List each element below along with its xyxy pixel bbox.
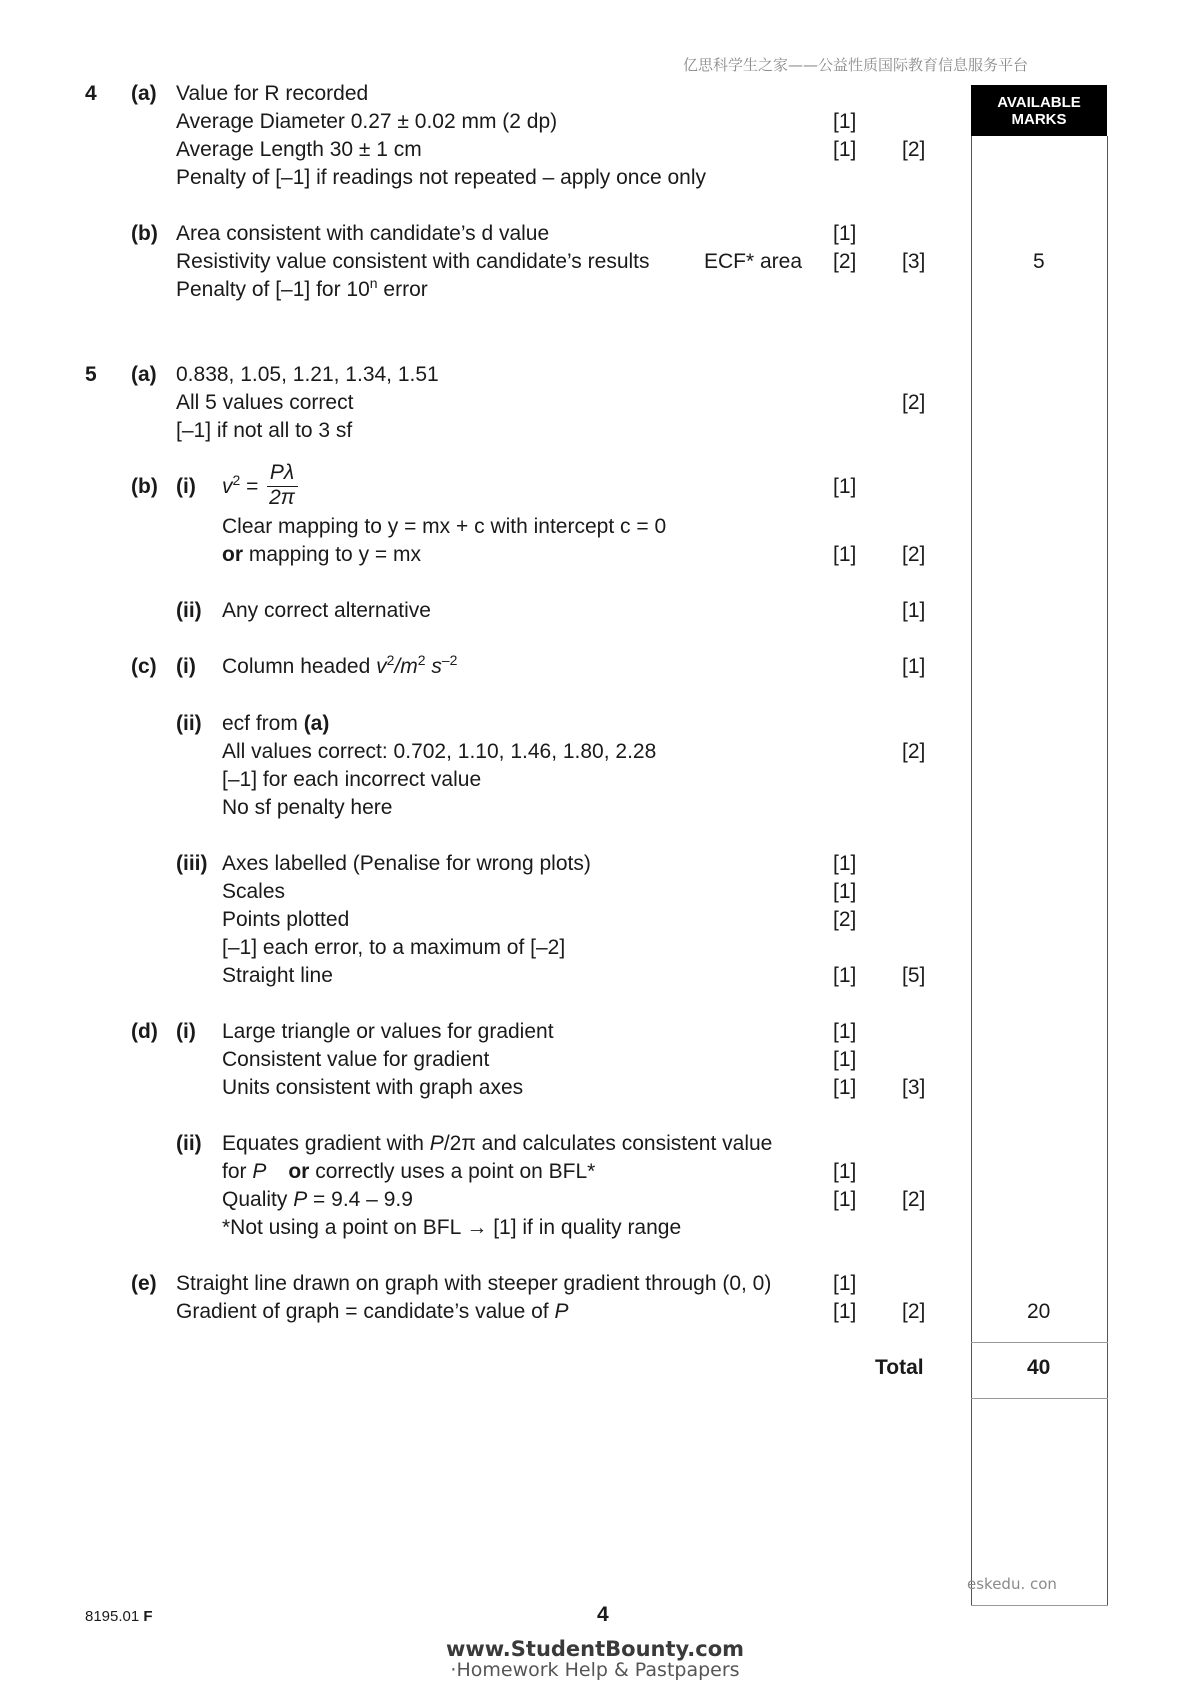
answer-line: Axes labelled (Penalise for wrong plots) [222, 852, 591, 875]
mark: [1] [833, 138, 857, 161]
part-label: (a) [131, 82, 157, 105]
subpart-label: (i) [176, 655, 196, 678]
mark-total: [3] [902, 1076, 926, 1099]
subpart-label: (ii) [176, 712, 202, 735]
answer-line: All values correct: 0.702, 1.10, 1.46, 1.80, 2.28 [222, 740, 657, 763]
total-row-top-border [971, 1342, 1108, 1343]
answer-line: Straight line drawn on graph with steeper gradient through (0, 0) [176, 1272, 772, 1295]
answer-line: Quality P = 9.4 – 9.9 [222, 1188, 413, 1211]
answer-line: Equates gradient with P/2π and calculates consistent value [222, 1132, 773, 1155]
mark: [1] [833, 1048, 857, 1071]
total-row-bottom-border [971, 1398, 1108, 1399]
mark-total: [2] [902, 138, 926, 161]
mark-total: [3] [902, 250, 926, 273]
studentbounty-logo [445, 1638, 745, 1680]
answer-line: Points plotted [222, 908, 350, 931]
mark: [1] [833, 222, 857, 245]
equation-lhs: $v^2$ = [222, 472, 259, 498]
mark: [1] [833, 852, 857, 875]
answer-line: Penalty of [–1] for 10$^n$ error [176, 275, 428, 301]
answer-line: Large triangle or values for gradient [222, 1020, 554, 1043]
part-label: (e) [131, 1272, 157, 1295]
mark: [2] [833, 250, 857, 273]
mark-total: [1] [902, 599, 926, 622]
mark-total: [2] [902, 543, 926, 566]
answer-line: Average Length 30 ± 1 cm [176, 138, 422, 161]
available-col-bottom-border [971, 1605, 1108, 1606]
available-marks-header: AVAILABLE MARKS [971, 85, 1107, 136]
available-col-left-border [971, 136, 972, 1606]
mark: [1] [833, 1160, 857, 1183]
question-number: 5 [85, 363, 97, 386]
answer-line: Straight line [222, 964, 333, 987]
side-watermark: eskedu. con [967, 1575, 1057, 1593]
answer-line: [–1] for each incorrect value [222, 768, 482, 791]
mark: [1] [833, 543, 857, 566]
mark-total: [2] [902, 391, 926, 414]
page-number: 4 [597, 1603, 609, 1626]
answer-line: or mapping to y = mx [222, 543, 421, 566]
mark-total: [2] [902, 1300, 926, 1323]
answer-line: No sf penalty here [222, 796, 393, 819]
part-label: (b) [131, 222, 158, 245]
mark: [1] [833, 1188, 857, 1211]
answer-line: [–1] each error, to a maximum of [–2] [222, 936, 566, 959]
mark-total: [2] [902, 1188, 926, 1211]
answer-note: ECF* area [704, 250, 803, 273]
answer-line: Value for R recorded [176, 82, 369, 105]
mark: [1] [833, 880, 857, 903]
mark: [1] [833, 1300, 857, 1323]
mark: [1] [833, 110, 857, 133]
answer-line: *Not using a point on BFL → [1] if in quality range [222, 1216, 682, 1239]
mark: [1] [833, 964, 857, 987]
header-watermark: 亿思科学生之家——公益性质国际教育信息服务平台 [683, 56, 1029, 74]
mark: [2] [833, 908, 857, 931]
paper-code: 8195.01 F [85, 1608, 153, 1625]
logo-line-2: ·Homework Help & Pastpapers [450, 1659, 740, 1681]
part-label: (d) [131, 1020, 158, 1043]
mark: [1] [833, 1272, 857, 1295]
mark: [1] [833, 1020, 857, 1043]
subpart-label: (iii) [176, 852, 208, 875]
answer-line: Area consistent with candidate’s d value [176, 222, 550, 245]
total-value: 40 [1027, 1356, 1051, 1379]
answer-line: Column headed $v^2/m^2$ $s^{-2}$ [222, 652, 458, 678]
logo-line-1: www.StudentBounty.com [445, 1637, 745, 1661]
answer-line: Units consistent with graph axes [222, 1076, 524, 1099]
subpart-label: (i) [176, 475, 196, 498]
answer-line: Gradient of graph = candidate’s value of P [176, 1300, 569, 1323]
answer-line: Average Diameter 0.27 ± 0.02 mm (2 dp) [176, 110, 558, 133]
part-label: (b) [131, 475, 158, 498]
mark: [1] [833, 475, 857, 498]
subpart-label: (i) [176, 1020, 196, 1043]
answer-line: All 5 values correct [176, 391, 354, 414]
answer-line: Any correct alternative [222, 599, 431, 622]
answer-line: Clear mapping to y = mx + c with intercept c = 0 [222, 515, 667, 538]
answer-line: [–1] if not all to 3 sf [176, 419, 353, 442]
mark-total: [5] [902, 964, 926, 987]
mark-total: [2] [902, 740, 926, 763]
question-number: 4 [85, 82, 97, 105]
available-col-right-border [1107, 136, 1108, 1606]
mark-total: [1] [902, 655, 926, 678]
answer-line: 0.838, 1.05, 1.21, 1.34, 1.51 [176, 363, 439, 386]
fraction-numerator: Pλ [269, 461, 295, 484]
answer-line: Penalty of [–1] if readings not repeated – apply once only [176, 166, 707, 189]
subpart-label: (ii) [176, 1132, 202, 1155]
answer-line: Consistent value for gradient [222, 1048, 490, 1071]
total-label: Total [875, 1356, 924, 1379]
subpart-label: (ii) [176, 599, 202, 622]
fraction-denominator: 2π [269, 486, 295, 509]
part-label: (c) [131, 655, 157, 678]
part-label: (a) [131, 363, 157, 386]
available-marks-value: 5 [1033, 250, 1045, 273]
mark: [1] [833, 1076, 857, 1099]
answer-line: for P or correctly uses a point on BFL* [222, 1160, 596, 1183]
available-marks-value: 20 [1027, 1300, 1051, 1323]
answer-line: ecf from (a) [222, 712, 330, 735]
answer-line: Resistivity value consistent with candidate’s results [176, 250, 650, 273]
answer-line: Scales [222, 880, 286, 903]
